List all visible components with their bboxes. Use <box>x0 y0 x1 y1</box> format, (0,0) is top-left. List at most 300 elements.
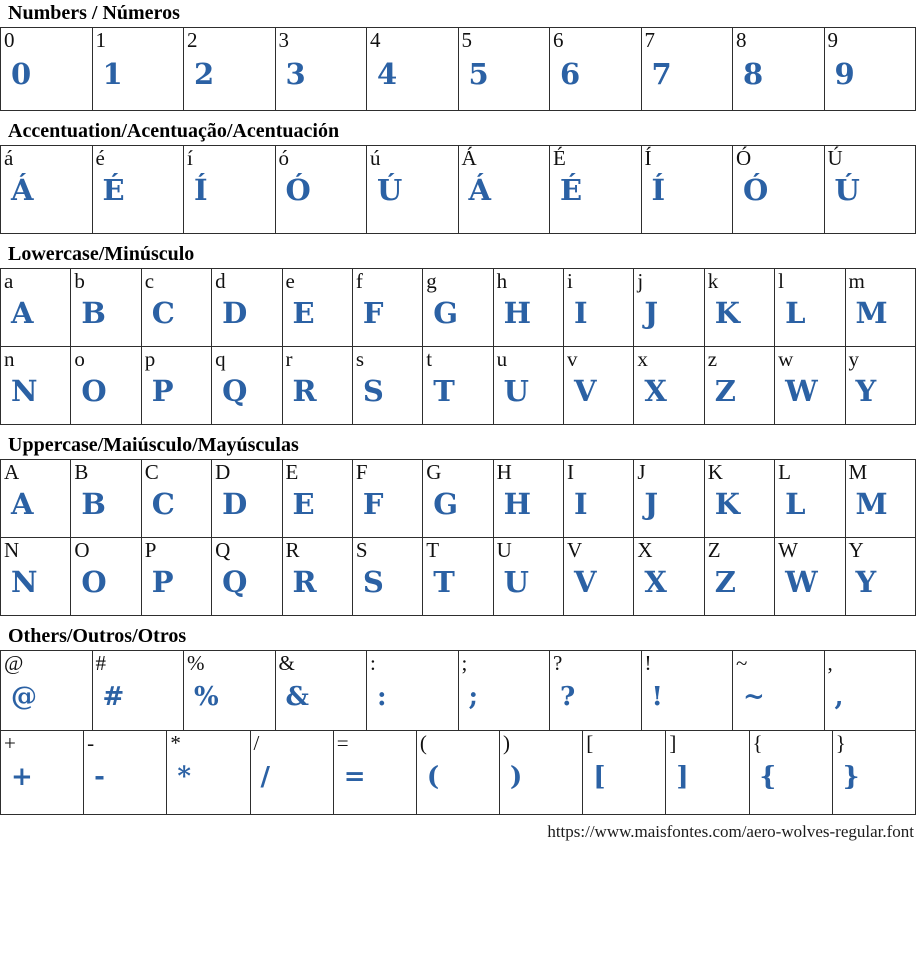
plain-char-label: 1 <box>95 28 106 52</box>
plain-char-label: ( <box>419 731 427 755</box>
plain-char-label: ~ <box>736 651 748 675</box>
styled-glyph: G <box>433 296 459 331</box>
glyph-cell <box>550 146 642 234</box>
styled-glyph: * <box>177 762 191 793</box>
styled-glyph: P <box>151 565 174 600</box>
plain-char-label: ] <box>669 731 677 755</box>
glyph-cell <box>641 146 733 234</box>
glyph-cell <box>92 651 184 731</box>
plain-char-label: S <box>355 538 368 562</box>
glyph-cell <box>1 28 93 111</box>
styled-glyph: V <box>574 565 597 600</box>
glyph-cell <box>71 538 141 616</box>
section-title: Lowercase/Minúsculo <box>8 243 195 265</box>
styled-glyph: T <box>433 374 455 409</box>
plain-char-label: = <box>336 731 349 755</box>
styled-glyph: - <box>94 762 105 793</box>
plain-char-label: y <box>848 347 859 371</box>
glyph-cell <box>167 731 250 815</box>
glyph-cell <box>666 731 749 815</box>
styled-glyph: { <box>759 762 777 793</box>
plain-char-label: í <box>187 146 193 170</box>
glyph-cell <box>775 460 845 538</box>
styled-glyph: + <box>11 762 33 793</box>
glyph-cell <box>275 28 367 111</box>
plain-char-label: L <box>778 460 791 484</box>
plain-char-label: Ó <box>736 146 752 170</box>
styled-glyph: C <box>151 296 175 331</box>
plain-char-label: v <box>567 347 578 371</box>
glyph-cell <box>634 538 704 616</box>
styled-glyph: M <box>855 296 888 331</box>
glyph-section-others <box>0 625 916 815</box>
glyph-cell <box>141 347 211 425</box>
plain-char-label: # <box>95 651 106 675</box>
plain-char-label: f <box>355 269 363 293</box>
styled-glyph: N <box>11 374 38 409</box>
styled-glyph: M <box>855 487 888 522</box>
plain-char-label: p <box>144 347 156 371</box>
glyph-cell <box>634 347 704 425</box>
table-row <box>1 460 916 538</box>
styled-glyph: 4 <box>377 57 398 92</box>
styled-glyph: ] <box>676 762 689 793</box>
glyph-cell <box>458 28 550 111</box>
plain-char-label: V <box>567 538 583 562</box>
styled-glyph: É <box>560 173 583 208</box>
glyph-cell <box>550 28 642 111</box>
glyph-cell <box>564 269 634 347</box>
glyph-cell <box>845 538 916 616</box>
plain-char-label: G <box>426 460 442 484</box>
styled-glyph: 3 <box>285 57 306 92</box>
plain-char-label: b <box>74 269 85 293</box>
plain-char-label: Q <box>215 538 231 562</box>
plain-char-label: o <box>74 347 85 371</box>
table-row <box>1 731 916 815</box>
plain-char-label: F <box>355 460 368 484</box>
table-row <box>1 269 916 347</box>
styled-glyph: J <box>644 296 659 331</box>
plain-char-label: & <box>278 651 295 675</box>
styled-glyph: T <box>433 565 455 600</box>
glyph-cell <box>641 28 733 111</box>
styled-glyph: O <box>81 565 107 600</box>
glyph-cell <box>1 651 93 731</box>
styled-glyph: J <box>644 487 659 522</box>
styled-glyph: / <box>260 762 271 793</box>
plain-char-label: N <box>4 538 20 562</box>
plain-char-label: D <box>215 460 231 484</box>
plain-char-label: @ <box>4 651 24 675</box>
styled-glyph: K <box>714 487 740 522</box>
plain-char-label: 6 <box>553 28 564 52</box>
section-title: Numbers / Números <box>8 2 180 24</box>
plain-char-label: B <box>74 460 89 484</box>
styled-glyph: & <box>285 682 309 713</box>
plain-char-label: Ú <box>827 146 843 170</box>
plain-char-label: g <box>426 269 437 293</box>
styled-glyph: 5 <box>468 57 489 92</box>
styled-glyph: E <box>292 296 315 331</box>
styled-glyph: } <box>842 762 860 793</box>
plain-char-label: R <box>285 538 300 562</box>
plain-char-label: l <box>778 269 784 293</box>
plain-char-label: q <box>215 347 226 371</box>
styled-glyph: 1 <box>102 57 123 92</box>
glyph-cell <box>493 347 563 425</box>
plain-char-label: h <box>496 269 508 293</box>
plain-char-label: é <box>95 146 105 170</box>
plain-char-label: H <box>496 460 512 484</box>
plain-char-label: t <box>426 347 433 371</box>
plain-char-label: * <box>170 731 181 755</box>
glyph-section-uppercase <box>0 434 916 616</box>
plain-char-label: r <box>285 347 293 371</box>
glyph-cell <box>212 538 282 616</box>
plain-char-label: 8 <box>736 28 747 52</box>
plain-char-label: d <box>215 269 226 293</box>
styled-glyph: 9 <box>834 57 855 92</box>
plain-char-label: c <box>144 269 155 293</box>
plain-char-label: á <box>4 146 14 170</box>
glyph-cell <box>749 731 832 815</box>
styled-glyph: Y <box>855 565 877 600</box>
styled-glyph: X <box>644 565 667 600</box>
plain-char-label: j <box>637 269 644 293</box>
plain-char-label: Y <box>848 538 864 562</box>
glyph-cell <box>733 146 825 234</box>
table-row <box>1 146 916 234</box>
glyph-table <box>0 27 916 111</box>
styled-glyph: Q <box>222 374 248 409</box>
plain-char-label: x <box>637 347 648 371</box>
plain-char-label: 0 <box>4 28 15 52</box>
plain-char-label: s <box>355 347 365 371</box>
styled-glyph: ) <box>510 762 523 793</box>
glyph-table <box>0 730 916 815</box>
glyph-cell <box>1 347 71 425</box>
styled-glyph: ( <box>426 762 440 793</box>
styled-glyph: I <box>574 296 588 331</box>
glyph-cell <box>704 347 774 425</box>
plain-char-label: ) <box>503 731 511 755</box>
styled-glyph: L <box>785 296 806 331</box>
plain-char-label: , <box>827 651 833 675</box>
glyph-cell <box>1 460 71 538</box>
plain-char-label: Í <box>644 146 652 170</box>
plain-char-label: Z <box>707 538 721 562</box>
styled-glyph: % <box>194 682 219 713</box>
glyph-cell <box>423 347 493 425</box>
glyph-cell <box>775 538 845 616</box>
glyph-cell <box>184 146 276 234</box>
glyph-cell <box>92 146 184 234</box>
glyph-cell <box>352 347 422 425</box>
styled-glyph: Q <box>222 565 248 600</box>
styled-glyph: E <box>292 487 315 522</box>
glyph-cell <box>282 538 352 616</box>
plain-char-label: / <box>253 731 260 755</box>
styled-glyph: U <box>503 374 529 409</box>
plain-char-label: M <box>848 460 868 484</box>
styled-glyph: Z <box>714 374 736 409</box>
glyph-cell <box>845 269 916 347</box>
styled-glyph: , <box>834 682 844 713</box>
glyph-cell <box>1 146 93 234</box>
styled-glyph: W <box>785 565 818 600</box>
glyph-cell <box>564 460 634 538</box>
styled-glyph: 8 <box>743 57 764 92</box>
plain-char-label: ; <box>461 651 468 675</box>
plain-char-label: n <box>4 347 15 371</box>
plain-char-label: 3 <box>278 28 289 52</box>
glyph-cell <box>733 651 825 731</box>
plain-char-label: J <box>637 460 646 484</box>
glyph-cell <box>493 269 563 347</box>
styled-glyph: @ <box>11 682 37 713</box>
glyph-section-accentuation <box>0 120 916 234</box>
glyph-cell <box>352 460 422 538</box>
glyph-cell <box>282 460 352 538</box>
styled-glyph: D <box>222 296 248 331</box>
styled-glyph: U <box>503 565 529 600</box>
plain-char-label: ú <box>370 146 381 170</box>
styled-glyph: 7 <box>651 57 672 92</box>
glyph-cell <box>423 269 493 347</box>
glyph-cell <box>282 269 352 347</box>
plain-char-label: I <box>567 460 574 484</box>
glyph-cell <box>493 538 563 616</box>
section-title: Accentuation/Acentuação/Acentuación <box>8 120 340 142</box>
plain-char-label: O <box>74 538 90 562</box>
glyph-cell <box>71 460 141 538</box>
glyph-cell <box>141 538 211 616</box>
glyph-cell <box>367 28 459 111</box>
styled-glyph: Ú <box>377 173 403 208</box>
styled-glyph: Ó <box>285 173 311 208</box>
glyph-section-lowercase <box>0 243 916 425</box>
plain-char-label: % <box>187 651 205 675</box>
plain-char-label: z <box>707 347 718 371</box>
glyph-table <box>0 268 916 347</box>
glyph-cell <box>634 460 704 538</box>
styled-glyph: F <box>362 487 384 522</box>
glyph-table <box>0 459 916 538</box>
glyph-cell <box>416 731 499 815</box>
styled-glyph: [ <box>593 762 606 793</box>
plain-char-label: m <box>848 269 865 293</box>
glyph-cell <box>704 460 774 538</box>
styled-glyph: Y <box>855 374 877 409</box>
glyph-cell <box>824 651 916 731</box>
glyph-cell <box>458 651 550 731</box>
styled-glyph: B <box>81 487 106 522</box>
styled-glyph: ~ <box>743 682 765 713</box>
styled-glyph: Á <box>468 173 492 208</box>
glyph-cell <box>564 538 634 616</box>
styled-glyph: ! <box>651 682 663 713</box>
plain-char-label: a <box>4 269 14 293</box>
plain-char-label: W <box>778 538 798 562</box>
glyph-cell <box>1 269 71 347</box>
styled-glyph: Ó <box>743 173 769 208</box>
glyph-cell <box>824 146 916 234</box>
plain-char-label: U <box>496 538 512 562</box>
plain-char-label: P <box>144 538 157 562</box>
styled-glyph: ; <box>468 682 479 713</box>
glyph-cell <box>1 538 71 616</box>
styled-glyph: B <box>81 296 106 331</box>
styled-glyph: = <box>343 762 366 793</box>
plain-char-label: u <box>496 347 508 371</box>
plain-char-label: X <box>637 538 653 562</box>
styled-glyph: A <box>11 296 34 331</box>
glyph-cell <box>282 347 352 425</box>
styled-glyph: Z <box>714 565 736 600</box>
glyph-cell <box>275 146 367 234</box>
glyph-cell <box>184 651 276 731</box>
styled-glyph: F <box>362 296 384 331</box>
plain-char-label: e <box>285 269 295 293</box>
styled-glyph: W <box>785 374 818 409</box>
glyph-cell <box>275 651 367 731</box>
plain-char-label: + <box>4 731 16 755</box>
glyph-cell <box>458 146 550 234</box>
styled-glyph: Ú <box>834 173 860 208</box>
plain-char-label: 2 <box>187 28 198 52</box>
glyph-cell <box>641 651 733 731</box>
glyph-cell <box>845 460 916 538</box>
glyph-cell <box>71 347 141 425</box>
glyph-cell <box>824 28 916 111</box>
plain-char-label: 7 <box>644 28 655 52</box>
footer-url: https://www.maisfontes.com/aero-wolves-regular.font <box>547 822 914 841</box>
plain-char-label: 9 <box>827 28 838 52</box>
plain-char-label: { <box>752 731 763 755</box>
table-row <box>1 651 916 731</box>
glyph-cell <box>550 651 642 731</box>
styled-glyph: C <box>151 487 175 522</box>
glyph-cell <box>367 651 459 731</box>
styled-glyph: V <box>574 374 597 409</box>
plain-char-label: } <box>835 731 846 755</box>
glyph-cell <box>493 460 563 538</box>
glyph-cell <box>71 269 141 347</box>
styled-glyph: # <box>102 682 125 713</box>
plain-char-label: ó <box>278 146 289 170</box>
plain-char-label: [ <box>586 731 594 755</box>
glyph-cell <box>184 28 276 111</box>
styled-glyph: L <box>785 487 806 522</box>
styled-glyph: 6 <box>560 57 581 92</box>
plain-char-label: A <box>4 460 20 484</box>
glyph-table <box>0 537 916 616</box>
plain-char-label: T <box>426 538 440 562</box>
plain-char-label: C <box>144 460 159 484</box>
styled-glyph: K <box>714 296 740 331</box>
styled-glyph: Í <box>194 173 208 208</box>
plain-char-label: : <box>370 651 376 675</box>
styled-glyph: 0 <box>11 57 32 92</box>
styled-glyph: ? <box>560 682 576 713</box>
plain-char-label: E <box>285 460 299 484</box>
plain-char-label: ! <box>644 651 652 675</box>
plain-char-label: 5 <box>461 28 472 52</box>
glyph-cell <box>704 538 774 616</box>
glyph-cell <box>352 538 422 616</box>
glyph-cell <box>733 28 825 111</box>
plain-char-label: K <box>707 460 723 484</box>
glyph-cell <box>367 146 459 234</box>
styled-glyph: H <box>503 487 532 522</box>
styled-glyph: S <box>362 565 384 600</box>
styled-glyph: R <box>292 374 317 409</box>
glyph-table <box>0 145 916 234</box>
styled-glyph: H <box>503 296 532 331</box>
font-specimen-page <box>0 2 916 815</box>
glyph-table <box>0 346 916 425</box>
glyph-cell <box>92 28 184 111</box>
styled-glyph: A <box>11 487 34 522</box>
glyph-cell <box>845 347 916 425</box>
plain-char-label: Á <box>461 146 477 170</box>
glyph-cell <box>423 538 493 616</box>
glyph-cell <box>583 731 666 815</box>
styled-glyph: P <box>151 374 174 409</box>
plain-char-label: k <box>707 269 719 293</box>
section-title: Uppercase/Maiúsculo/Mayúsculas <box>8 434 299 456</box>
glyph-cell <box>333 731 416 815</box>
glyph-cell <box>212 269 282 347</box>
plain-char-label: - <box>87 731 95 755</box>
styled-glyph: Á <box>11 173 34 208</box>
glyph-cell <box>141 269 211 347</box>
glyph-cell <box>564 347 634 425</box>
glyph-section-numbers <box>0 2 916 111</box>
glyph-cell <box>1 731 84 815</box>
table-row <box>1 347 916 425</box>
styled-glyph: É <box>102 173 125 208</box>
styled-glyph: D <box>222 487 248 522</box>
styled-glyph: 2 <box>194 57 215 92</box>
plain-char-label: 4 <box>370 28 381 52</box>
plain-char-label: i <box>567 269 573 293</box>
styled-glyph: O <box>81 374 107 409</box>
glyph-cell <box>423 460 493 538</box>
styled-glyph: N <box>11 565 38 600</box>
glyph-cell <box>634 269 704 347</box>
styled-glyph: Í <box>651 173 666 208</box>
glyph-cell <box>704 269 774 347</box>
section-title: Others/Outros/Otros <box>8 625 187 647</box>
glyph-cell <box>84 731 167 815</box>
plain-char-label: w <box>778 347 794 371</box>
glyph-cell <box>832 731 915 815</box>
glyph-cell <box>775 347 845 425</box>
table-row <box>1 538 916 616</box>
styled-glyph: S <box>362 374 384 409</box>
glyph-cell <box>250 731 333 815</box>
table-row <box>1 28 916 111</box>
plain-char-label: ? <box>553 651 563 675</box>
styled-glyph: : <box>377 682 387 713</box>
styled-glyph: X <box>644 374 667 409</box>
plain-char-label: É <box>553 146 566 170</box>
glyph-cell <box>500 731 583 815</box>
glyph-cell <box>352 269 422 347</box>
glyph-cell <box>212 460 282 538</box>
